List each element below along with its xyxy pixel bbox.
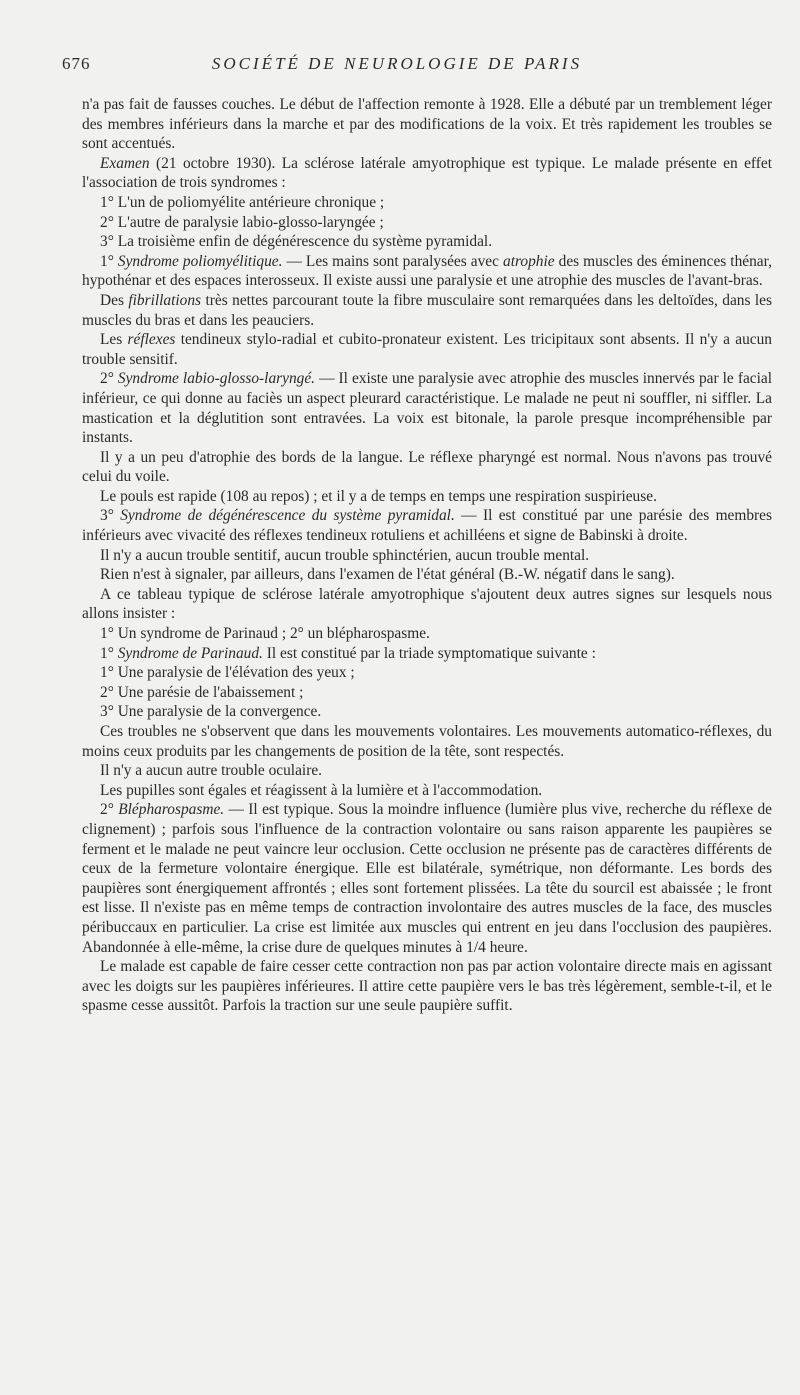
- text-run: Les: [100, 331, 128, 349]
- paragraph: [82, 291, 772, 330]
- paragraph: [82, 154, 772, 193]
- text-run: A ce tableau typique de sclérose latérale amyotrophique s'ajoutent deux autres signes sur lesquels nous allons insister :: [82, 585, 772, 623]
- italic-text: Syndrome de dégénérescence du système pyramidal.: [120, 507, 455, 525]
- paragraph: [82, 546, 772, 566]
- paragraph: [82, 957, 772, 1016]
- text-run: (21 octobre 1930). La sclérose latérale amyotrophique est typique. Le malade présente en effet l'association de trois syndromes :: [82, 154, 772, 192]
- italic-text: fibrillations: [128, 291, 202, 309]
- page-header: [62, 54, 732, 78]
- italic-text: atrophie: [503, 252, 555, 270]
- paragraph: [82, 585, 772, 624]
- text-run: 1°: [100, 252, 118, 270]
- paragraph: [82, 369, 772, 447]
- paragraph: [82, 232, 772, 252]
- italic-text: Blépharospasme.: [118, 801, 225, 819]
- paragraph: [82, 644, 772, 664]
- paragraph: [82, 761, 772, 781]
- paragraph: [82, 683, 772, 703]
- italic-text: réflexes: [127, 331, 176, 349]
- running-title: SOCIÉTÉ DE NEUROLOGIE DE PARIS: [211, 54, 583, 73]
- text-run: Le pouls est rapide (108 au repos) ; et il y a de temps en temps une respiration suspirieuse.: [100, 487, 657, 505]
- paragraph: [82, 193, 772, 213]
- italic-text: Syndrome poliomyélitique.: [117, 252, 283, 270]
- text-run: des muscles des éminences thénar, hypothénar et des espaces interosseux. Il existe aussi une paralysie et une atrophie des muscles de l'avant-bras.: [82, 252, 772, 290]
- paragraph: [82, 506, 772, 545]
- paragraph: [82, 663, 772, 683]
- text-run: 2°: [100, 370, 118, 388]
- text-run: Rien n'est à signaler, par ailleurs, dans l'examen de l'état général (B.-W. négatif dans le sang).: [100, 566, 675, 584]
- paragraph: [82, 330, 772, 369]
- text-run: 3° La troisième enfin de dégénérescence du système pyramidal.: [100, 233, 493, 251]
- text-run: — Il existe une paralysie avec atrophie des muscles innervés par le facial inférieur, ce qui donne au faciès un aspect pleurard caractéristique. Le malade ne peut ni souffler, ni siffler. La mastication et la déglutition sont entravées. La voix est bitonale, la parole presque incompréhensible par instants.: [82, 370, 772, 447]
- body-text: [82, 95, 772, 1016]
- paragraph: [82, 487, 772, 507]
- page-number: 676: [62, 54, 91, 73]
- text-run: 1° Une paralysie de l'élévation des yeux ;: [100, 664, 355, 682]
- text-run: 1°: [100, 644, 118, 662]
- paragraph: [82, 252, 772, 291]
- text-run: — Il est typique. Sous la moindre influence (lumière plus vive, recherche du réflexe de clignement) ; parfois sous l'influence de la contraction volontaire ou sans raison apparente les paupières se ferment et le malade ne peut vaincre leur occlusion. Cette occlusion ne présente pas de caractères différents de ceux de la fermeture volontaire énergique. Elle est bilatérale, symétrique, non déformante. Les bords des paupières sont énergiquement affrontés ; elles sont fortement plissées. La tête du sourcil est abaissée ; le front est lisse. Il n'existe pas en même temps de contraction involontaire des autres muscles de la face, des muscles péribuccaux en particulier. La crise est limitée aux muscles qui entrent en jeu dans l'occlusion des paupières. Abandonnée à elle-même, la crise dure de quelques minutes à 1/4 heure.: [82, 801, 772, 956]
- text-run: 3°: [100, 507, 121, 525]
- text-run: 2° L'autre de paralysie labio-glosso-laryngée ;: [100, 213, 384, 231]
- text-run: n'a pas fait de fausses couches. Le début de l'affection remonte à 1928. Elle a débuté par un tremblement léger des membres inférieurs dans la marche et par des modifications de la voix. Et très rapidement les troubles se sont accentués.: [82, 96, 772, 153]
- paragraph: [82, 213, 772, 233]
- text-run: — Les mains sont paralysées avec: [282, 252, 503, 270]
- text-run: 3° Une paralysie de la convergence.: [100, 703, 322, 721]
- paragraph: [82, 722, 772, 761]
- text-run: 2° Une parésie de l'abaissement ;: [100, 683, 304, 701]
- text-run: Il est constitué par la triade symptomatique suivante :: [262, 644, 596, 662]
- paragraph: [82, 448, 772, 487]
- text-run: Les pupilles sont égales et réagissent à la lumière et à l'accommodation.: [100, 781, 543, 799]
- text-run: Des: [100, 291, 129, 309]
- text-run: Il n'y a aucun autre trouble oculaire.: [100, 762, 322, 780]
- text-run: Il y a un peu d'atrophie des bords de la langue. Le réflexe pharyngé est normal. Nous n'avons pas trouvé celui du voile.: [82, 448, 772, 486]
- italic-text: Syndrome de Parinaud.: [117, 644, 263, 662]
- text-run: 2°: [100, 801, 119, 819]
- paragraph: [82, 95, 772, 154]
- paragraph: [82, 624, 772, 644]
- paragraph: [82, 800, 772, 957]
- text-run: Le malade est capable de faire cesser cette contraction non pas par action volontaire directe mais en agissant avec les doigts sur les paupières inférieures. Il attire cette paupière vers le bas très légèrement, semble-t-il, et le spasme cesse aussitôt. Parfois la traction sur une seule paupière suffit.: [82, 958, 772, 1015]
- text-run: très nettes parcourant toute la fibre musculaire sont remarquées dans les deltoïdes, dans les muscles du bras et dans les peauciers.: [82, 291, 772, 329]
- text-run: tendineux stylo-radial et cubito-pronateur existent. Les tricipitaux sont absents. Il n'y a aucun trouble sensitif.: [82, 331, 772, 368]
- italic-text: Syndrome labio-glosso-laryngé.: [117, 370, 316, 388]
- text-run: Il n'y a aucun trouble sentitif, aucun trouble sphinctérien, aucun trouble mental.: [100, 546, 590, 564]
- italic-text: Examen: [100, 154, 150, 172]
- paragraph: [82, 781, 772, 801]
- paragraph: [82, 702, 772, 722]
- text-run: 1° Un syndrome de Parinaud ; 2° un blépharospasme.: [100, 625, 430, 643]
- text-run: — Il est constitué par une parésie des membres inférieurs avec vivacité des réflexes tendineux rotuliens et achilléens et signe de Babinski à droite.: [82, 507, 773, 545]
- text-run: 1° L'un de poliomyélite antérieure chronique ;: [100, 193, 385, 211]
- text-run: Ces troubles ne s'observent que dans les mouvements volontaires. Les mouvements automatico-réflexes, du moins ceux produits par les changements de position de la tête, sont respectés.: [82, 723, 772, 760]
- paragraph: [82, 565, 772, 585]
